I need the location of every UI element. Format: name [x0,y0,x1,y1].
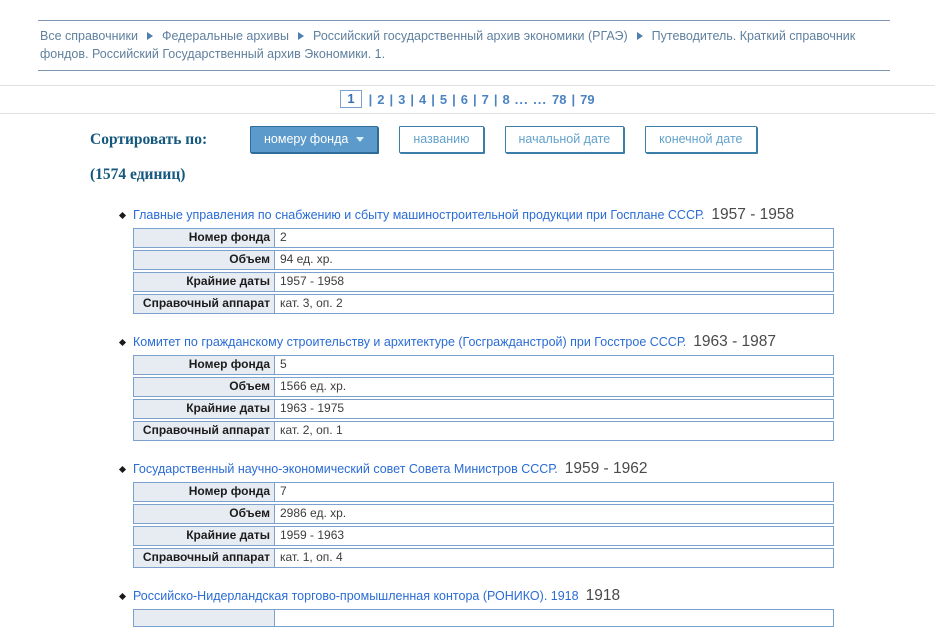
fond-title-link[interactable]: Главные управления по снабжению и сбыту машиностроительной продукции при Госплане СССР. [133,208,705,223]
table-row [133,294,834,314]
sort-button-title[interactable] [399,126,483,153]
table-row [133,355,834,375]
pagination-separator: | [493,91,498,107]
pagination-page-7[interactable]: 7 [481,91,489,107]
row-label: Справочный аппарат [134,549,275,567]
pagination-ellipsis: ... ... [514,91,548,107]
bullet-diamond-icon [119,339,126,346]
row-label: Крайние даты [134,527,275,545]
breadcrumb-header [38,20,890,71]
row-value: кат. 1, оп. 4 [275,549,833,567]
breadcrumb-item-rgae[interactable]: Российский государственный архив экономики (РГАЭ) [313,29,628,43]
row-value: 2986 ед. хр. [275,505,833,523]
row-label: Справочный аппарат [134,295,275,313]
breadcrumb-arrow-icon [637,32,643,40]
sort-by-label: Сортировать по: [90,130,208,148]
sort-button-label: конечной дате [659,132,743,147]
sort-button-label: номеру фонда [264,132,349,147]
fond-entry [120,460,935,568]
chevron-down-icon [356,137,364,142]
pagination-page-3[interactable]: 3 [398,91,406,107]
sort-buttons [250,126,757,153]
table-row [133,504,834,524]
pagination-band [0,85,935,114]
fond-date-range: 1918 [585,587,621,605]
fond-title-link[interactable]: Государственный научно-экономический совет Совета Министров СССР. [133,462,558,477]
row-label: Номер фонда [134,229,275,247]
row-label: Справочный аппарат [134,422,275,440]
fond-details-table [133,609,834,627]
row-value [275,610,833,626]
row-label: Крайние даты [134,400,275,418]
table-row [133,526,834,546]
fond-details-table [133,228,834,314]
table-row [133,228,834,248]
row-value: 5 [275,356,833,374]
table-row [133,377,834,397]
breadcrumb-item-federal-archives[interactable]: Федеральные архивы [161,29,290,43]
pagination-page-79[interactable]: 79 [580,91,595,107]
row-label: Объем [134,251,275,269]
row-label: Номер фонда [134,483,275,501]
fond-details-table [133,355,834,441]
breadcrumb-item-all-directories[interactable]: Все справочники [40,29,138,43]
table-row [133,399,834,419]
pagination-separator: | [431,91,435,107]
row-value: 1963 - 1975 [275,400,833,418]
sort-button-fund-number[interactable] [250,126,378,153]
row-value: кат. 3, оп. 2 [275,295,833,313]
pagination-separator: | [452,91,456,107]
fond-date-range: 1959 - 1962 [564,460,648,478]
row-label: Номер фонда [134,356,275,374]
breadcrumb-item-current-guide: Путеводитель. Краткий справочник фондов. Российский Государственный архив Экономики. 1. [40,29,856,62]
row-label: Объем [134,505,275,523]
fond-title-link[interactable]: Комитет по гражданскому строительству и архитектуре (Госгражданстрой) при Госстрое СССР. [133,335,687,350]
table-row [133,250,834,270]
bullet-diamond-icon [119,212,126,219]
pagination-page-2[interactable]: 2 [377,91,385,107]
pagination-separator: | [410,91,414,107]
fond-entry [120,333,935,441]
sort-button-label: начальной дате [518,132,611,147]
table-row [133,548,834,568]
fond-date-range: 1957 - 1958 [711,206,795,224]
row-value: 7 [275,483,833,501]
results-count: (1574 единиц) [90,166,186,184]
fond-details-table [133,482,834,568]
sort-button-label: названию [413,132,470,147]
fond-entry [120,587,935,627]
pagination [340,90,594,108]
pagination-page-6[interactable]: 6 [460,91,468,107]
bullet-diamond-icon [119,466,126,473]
pagination-separator: | [472,91,477,107]
row-value: 1959 - 1963 [275,527,833,545]
pagination-separator: | [389,91,394,107]
row-value: 1566 ед. хр. [275,378,833,396]
breadcrumb [40,27,888,63]
table-row [133,609,834,627]
fond-title-link[interactable]: Российско-Нидерландская торгово-промышленная контора (РОНИКО). 1918 [133,589,579,604]
sort-button-end-date[interactable] [645,126,756,153]
table-row [133,482,834,502]
breadcrumb-arrow-icon [147,32,153,40]
row-value: 1957 - 1958 [275,273,833,291]
pagination-page-78[interactable]: 78 [552,91,567,107]
row-label [134,610,275,626]
row-label: Крайние даты [134,273,275,291]
fond-date-range: 1963 - 1987 [693,333,777,351]
pagination-current-page: 1 [340,90,361,108]
pagination-page-5[interactable]: 5 [439,91,448,107]
pagination-separator: | [368,91,373,107]
table-row [133,421,834,441]
row-value: 2 [275,229,833,247]
row-label: Объем [134,378,275,396]
row-value: кат. 2, оп. 1 [275,422,833,440]
fond-entry [120,206,935,314]
row-value: 94 ед. хр. [275,251,833,269]
pagination-separator: | [571,91,576,107]
table-row [133,272,834,292]
sort-section [90,126,935,184]
bullet-diamond-icon [119,593,126,600]
breadcrumb-arrow-icon [298,32,304,40]
pagination-page-4[interactable]: 4 [419,91,427,107]
fond-entries-list [120,206,935,627]
pagination-page-8[interactable]: 8 [502,91,510,107]
sort-button-start-date[interactable] [505,126,625,153]
